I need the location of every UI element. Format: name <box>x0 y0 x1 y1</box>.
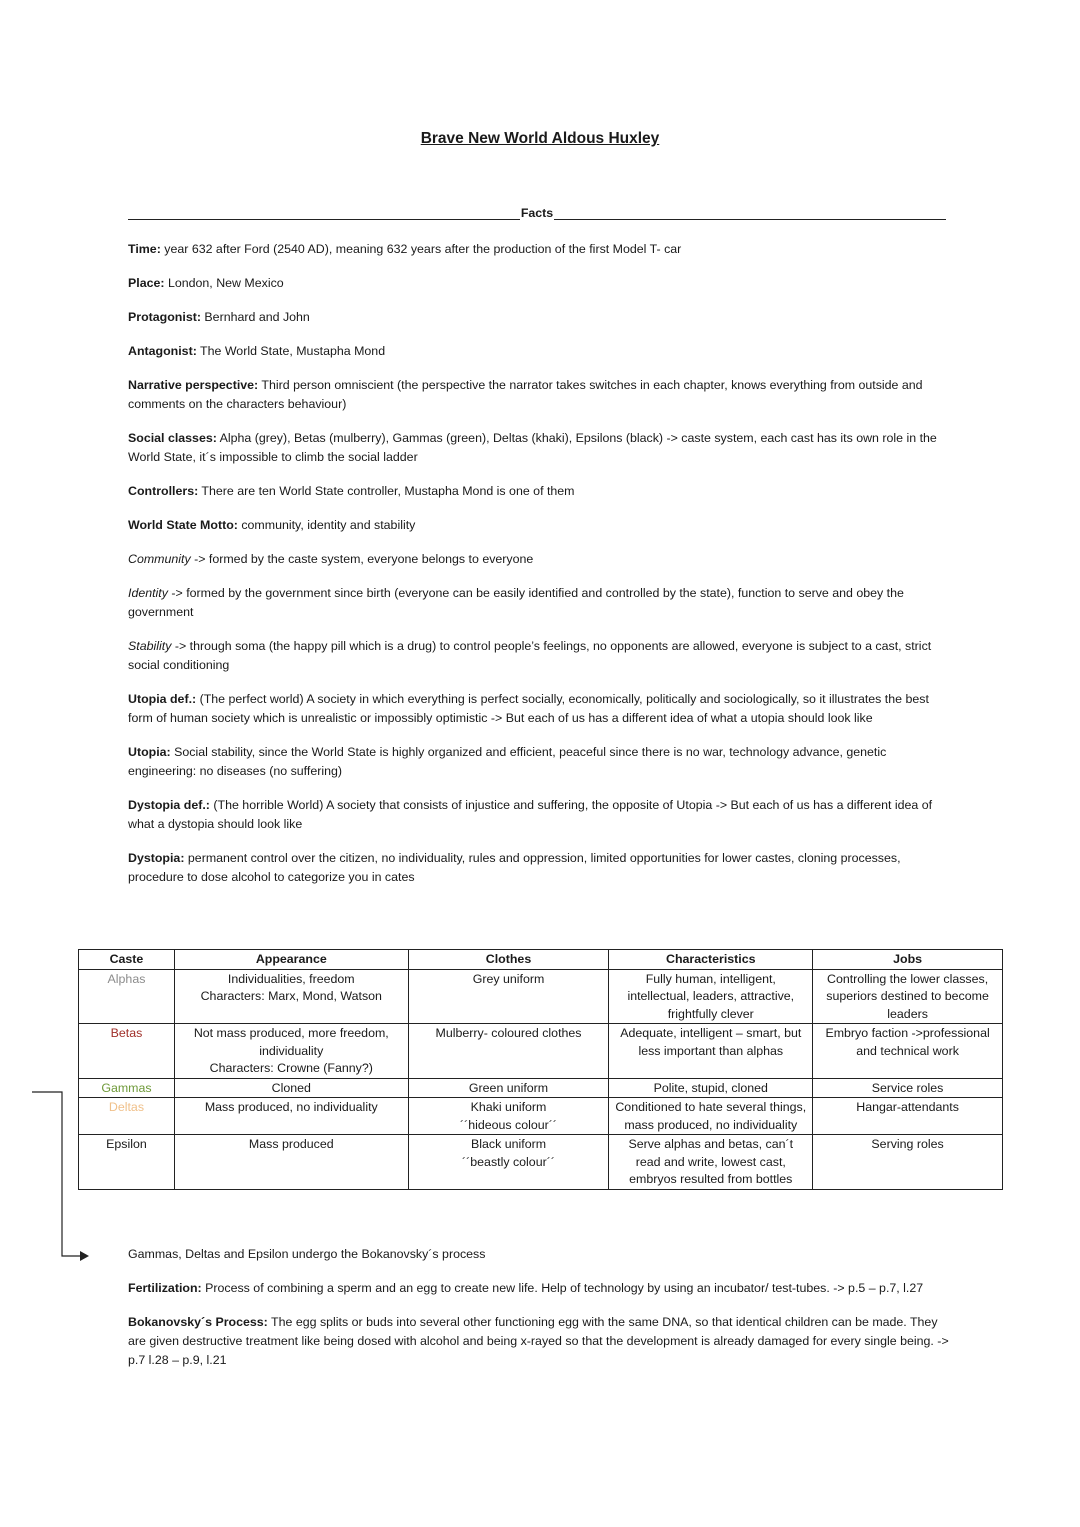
cell-caste: Epsilon <box>79 1135 175 1190</box>
fact-controllers: Controllers: There are ten World State controller, Mustapha Mond is one of them <box>128 484 575 498</box>
caste-table <box>78 949 1003 1190</box>
cell-characteristics: Polite, stupid, cloned <box>609 1078 813 1098</box>
cell-appearance: Not mass produced, more freedom, individuality Characters: Crowne (Fanny?) <box>174 1024 408 1079</box>
header-caste: Caste <box>79 950 175 970</box>
cell-caste: Betas <box>79 1024 175 1079</box>
cell-clothes: Khaki uniform ´´hideous colour´´ <box>408 1098 609 1135</box>
motto-community: Community -> formed by the caste system, everyone belongs to everyone <box>128 552 534 566</box>
header-clothes: Clothes <box>408 950 609 970</box>
cell-characteristics: Conditioned to hate several things, mass produced, no individuality <box>609 1098 813 1135</box>
facts-heading: Facts <box>520 206 554 220</box>
cell-characteristics: Adequate, intelligent – smart, but less important than alphas <box>609 1024 813 1079</box>
fact-motto: World State Motto: community, identity and stability <box>128 518 416 532</box>
cell-appearance: Individualities, freedom Characters: Marx, Mond, Watson <box>174 969 408 1024</box>
table-row <box>79 1024 1003 1079</box>
motto-identity: Identity -> formed by the government since birth (everyone can be easily identified and controlled by the state), function to serve and obey the government <box>128 586 904 619</box>
table-header-row <box>79 950 1003 970</box>
fact-protagonist: Protagonist: Bernhard and John <box>128 310 310 324</box>
cell-clothes: Black uniform ´´beastly colour´´ <box>408 1135 609 1190</box>
table-row <box>79 969 1003 1024</box>
cell-appearance: Mass produced, no individuality <box>174 1098 408 1135</box>
fact-place: Place: London, New Mexico <box>128 276 284 290</box>
fertilization-process: Fertilization: Process of combining a sperm and an egg to create new life. Help of technology by using an incubator/ test-tubes. -> p.5 – p.7, l.27 <box>128 1281 924 1295</box>
cell-clothes: Grey uniform <box>408 969 609 1024</box>
table-row <box>79 1078 1003 1098</box>
cell-characteristics: Serve alphas and betas, can´t read and write, lowest cast, embryos resulted from bottles <box>609 1135 813 1190</box>
utopia-description: Utopia: Social stability, since the World State is highly organized and efficient, peaceful since there is no war, technology advance, genetic engineering: no diseases (no suffering) <box>128 745 887 778</box>
header-characteristics: Characteristics <box>609 950 813 970</box>
arrow-head-icon <box>80 1251 89 1261</box>
facts-section <box>128 240 954 902</box>
facts-divider <box>128 206 946 220</box>
header-appearance: Appearance <box>174 950 408 970</box>
document-title: Brave New World Aldous Huxley <box>420 130 660 147</box>
header-jobs: Jobs <box>813 950 1003 970</box>
divider-rule-left <box>128 207 520 220</box>
cell-jobs: Service roles <box>813 1078 1003 1098</box>
dystopia-description: Dystopia: permanent control over the citizen, no individuality, rules and oppression, limited opportunities for lower castes, cloning processes, procedure to dose alcohol to categorize you in cates <box>128 851 901 884</box>
cell-appearance: Cloned <box>174 1078 408 1098</box>
cell-caste: Gammas <box>79 1078 175 1098</box>
fact-social-classes: Social classes: Alpha (grey), Betas (mulberry), Gammas (green), Deltas (khaki), Epsilons (black) -> caste system, each cast has its own role in the World State, it´s impossible to climb the social ladder <box>128 431 937 464</box>
bokanovsky-bracket-arrow <box>28 1088 98 1263</box>
fact-antagonist: Antagonist: The World State, Mustapha Mond <box>128 344 386 358</box>
cell-jobs: Hangar-attendants <box>813 1098 1003 1135</box>
fact-narrative-perspective: Narrative perspective: Third person omniscient (the perspective the narrator takes switches in each chapter, knows everything from outside and comments on the characters behaviour) <box>128 378 923 411</box>
bokanovsky-process: Bokanovsky´s Process: The egg splits or buds into several other functioning egg with the same DNA, so that identical children can be made. They are given destructive treatment like being dosed with alcohol and being x-rayed so that the development is already damaged for every single being. -> p.7 l.28 – p.9, l.21 <box>128 1315 949 1367</box>
table-row <box>79 1135 1003 1190</box>
cell-appearance: Mass produced <box>174 1135 408 1190</box>
bokanovsky-note: Gammas, Deltas and Epsilon undergo the Bokanovsky´s process <box>128 1247 486 1261</box>
divider-rule-right <box>554 207 946 220</box>
fact-time: Time: year 632 after Ford (2540 AD), meaning 632 years after the production of the first Model T- car <box>128 242 682 256</box>
cell-caste: Deltas <box>79 1098 175 1135</box>
process-section <box>128 1245 954 1385</box>
motto-stability: Stability -> through soma (the happy pill which is a drug) to control people’s feelings, no opponents are allowed, everyone is subject to a cast, strict social conditioning <box>128 639 932 672</box>
cell-characteristics: Fully human, intelligent, intellectual, leaders, attractive, frightfully clever <box>609 969 813 1024</box>
cell-jobs: Serving roles <box>813 1135 1003 1190</box>
dystopia-definition: Dystopia def.: (The horrible World) A society that consists of injustice and suffering, the opposite of Utopia -> But each of us has a different idea of what a dystopia should look like <box>128 798 933 831</box>
cell-clothes: Green uniform <box>408 1078 609 1098</box>
cell-jobs: Controlling the lower classes, superiors destined to become leaders <box>813 969 1003 1024</box>
cell-caste: Alphas <box>79 969 175 1024</box>
table-row <box>79 1098 1003 1135</box>
cell-clothes: Mulberry- coloured clothes <box>408 1024 609 1079</box>
utopia-definition: Utopia def.: (The perfect world) A society in which everything is perfect socially, economically, politically and sociologically, so it illustrates the best form of human society which is unrealistic or impossibly optimistic -> But each of us has a different idea of what a utopia should look like <box>128 692 929 725</box>
cell-jobs: Embryo faction ->professional and technical work <box>813 1024 1003 1079</box>
